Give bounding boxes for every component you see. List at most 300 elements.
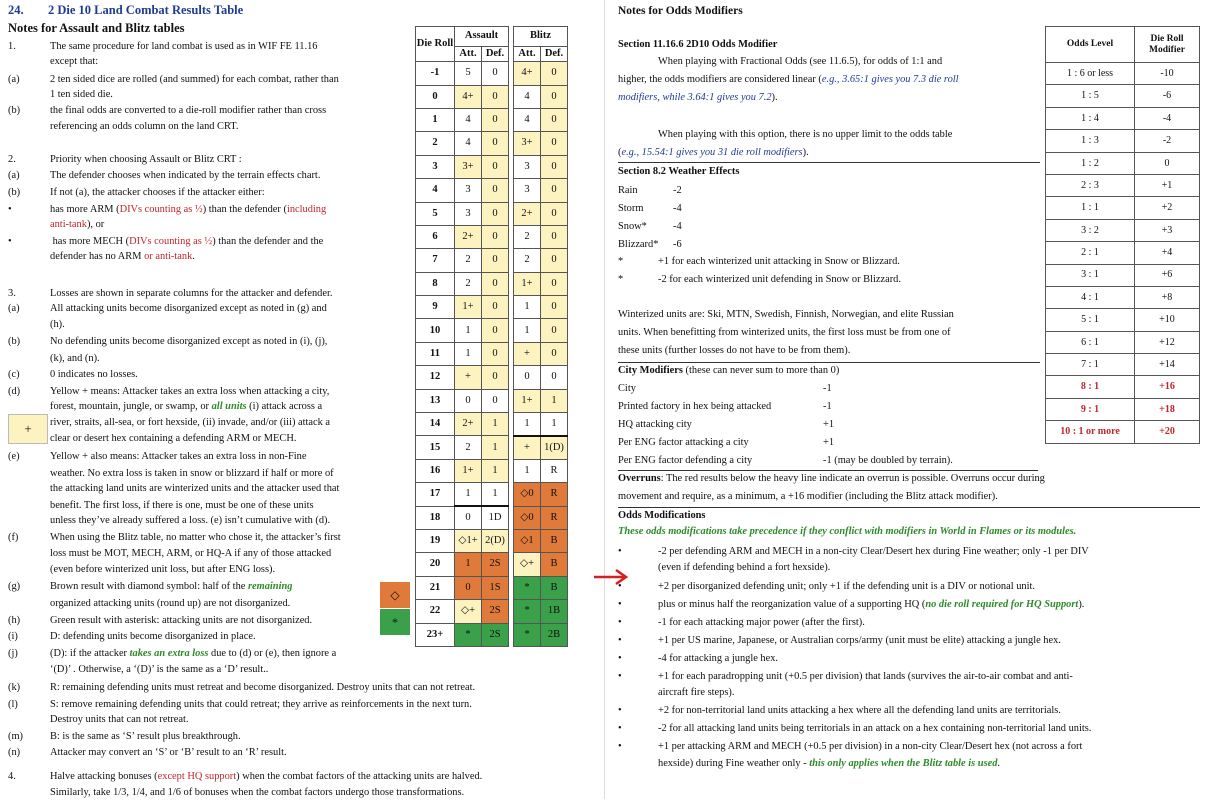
bullet-text: -2 for all attacking land units being territorials in an attack on a hex containing non-territorial land units. — [658, 723, 1092, 734]
note-label: (b) — [8, 336, 21, 347]
note-text: benefit. The first loss, if there is one, must be one of these units — [50, 500, 314, 511]
odds-mod-bullet — [618, 757, 1000, 771]
odds-row — [1046, 63, 1200, 85]
bullet-icon: • — [618, 581, 622, 592]
crt-blitz-def: R — [541, 506, 568, 529]
note-text: unless they’ve already suffered a loss. (e) isn’t cumulative with (d). — [50, 515, 331, 526]
crt-row — [416, 132, 568, 155]
crt-die-roll: 17 — [416, 483, 455, 506]
bullet-text: aircraft fire steps). — [658, 687, 735, 698]
note-text: Losses are shown in separate columns for the attacker and defender. — [50, 288, 333, 299]
crt-header-assault-def: Def. — [482, 47, 509, 62]
crt-assault-att: ◇1+ — [455, 529, 482, 552]
note-label: (j) — [8, 648, 18, 659]
odds-mod-bullet — [618, 704, 1061, 718]
odds-level: 6 : 1 — [1046, 331, 1135, 353]
legend-brown-diamond-icon: ◇ — [380, 582, 410, 608]
note-line — [8, 580, 408, 594]
odds-header-level: Odds Level — [1046, 27, 1135, 63]
crt-assault-att: 1 — [455, 553, 482, 576]
note-line — [8, 55, 408, 69]
crt-blitz-def: B — [541, 576, 568, 599]
crt-blitz-def: 0 — [541, 132, 568, 155]
note-red: DIVs counting as ½ — [129, 236, 213, 247]
crt-row — [416, 389, 568, 412]
odds-row — [1046, 286, 1200, 308]
odds-modifier: +20 — [1135, 421, 1200, 443]
crt-row — [416, 553, 568, 576]
note-text-cont: due to (d) or (e), then ignore a — [208, 648, 337, 659]
crt-die-roll: 20 — [416, 553, 455, 576]
note-line — [8, 499, 408, 513]
weather-name: Rain — [618, 185, 638, 196]
note-text: (k), and (n). — [50, 353, 100, 364]
odds-level: 1 : 4 — [1046, 107, 1135, 129]
crt-die-roll: 22 — [416, 600, 455, 623]
bullet-icon: • — [618, 705, 622, 716]
crt-blitz-att: 0 — [514, 366, 541, 389]
crt-assault-att: 2 — [455, 272, 482, 295]
crt-assault-att: 3 — [455, 179, 482, 202]
legend-yellow-plus: + — [8, 414, 48, 444]
note-line — [8, 746, 608, 760]
note-label: (f) — [8, 532, 19, 543]
crt-die-roll: 2 — [416, 132, 455, 155]
crt-assault-att: 0 — [455, 576, 482, 599]
city-name: Printed factory in hex being attacked — [618, 401, 772, 412]
crt-blitz-att: 2 — [514, 249, 541, 272]
odds-mod-bullet — [618, 598, 1084, 612]
crt-die-roll: 12 — [416, 366, 455, 389]
crt-assault-def: 2S — [482, 600, 509, 623]
note-line — [8, 287, 408, 301]
overruns-head: Overruns — [618, 473, 661, 484]
odds-row — [1046, 174, 1200, 196]
note-line — [8, 302, 408, 316]
note-green: all units — [211, 401, 247, 412]
note-red: or anti-tank — [144, 251, 193, 262]
crt-die-roll: 8 — [416, 272, 455, 295]
odds-mod-bullet — [618, 561, 830, 575]
p1-l3b: ). — [771, 92, 778, 103]
odds-modifier: -6 — [1135, 85, 1200, 107]
odds-mod-bullet — [618, 722, 1091, 736]
crt-header-blitz-att: Att. — [514, 47, 541, 62]
crt-blitz-att: 3+ — [514, 132, 541, 155]
note-text: has more MECH ( — [50, 236, 130, 247]
legend-green-asterisk-icon: * — [380, 609, 410, 635]
crt-assault-def: 0 — [482, 85, 509, 108]
bullet-icon: • — [618, 617, 622, 628]
note-text: R: remaining defending units must retreat and become disorganized. Destroy units that can not retreat. — [50, 682, 476, 693]
crt-header-blitz-def: Def. — [541, 47, 568, 62]
note-text-cont: ) than the defender ( — [202, 204, 287, 215]
note-red: including — [286, 204, 327, 215]
p1-l2a: higher, the odds modifiers are considered linear ( — [618, 74, 822, 85]
crt-assault-def: 0 — [482, 132, 509, 155]
crt-assault-def: 1 — [482, 436, 509, 459]
note-line — [8, 73, 408, 87]
crt-die-roll: 16 — [416, 459, 455, 482]
bullet-icon: • — [618, 599, 622, 610]
crt-blitz-att: 1+ — [514, 272, 541, 295]
odds-row — [1046, 242, 1200, 264]
odds-level: 3 : 2 — [1046, 219, 1135, 241]
crt-row — [416, 413, 568, 436]
note-line — [8, 698, 608, 712]
note-text: D: defending units become disorganized in place. — [50, 631, 256, 642]
odds-row — [1046, 130, 1200, 152]
note-text: 2 ten sided dice are rolled (and summed) for each combat, rather than — [50, 74, 339, 85]
wint-p2: units. When benefitting from winterized units, the first loss must be from one of — [618, 327, 951, 338]
crt-blitz-def: 0 — [541, 366, 568, 389]
city-head-bold: City Modifiers — [618, 365, 683, 376]
odds-modifier: 0 — [1135, 152, 1200, 174]
asterisk: * — [618, 274, 624, 285]
crt-die-roll: 7 — [416, 249, 455, 272]
crt-blitz-att: 4 — [514, 108, 541, 131]
note-text: has more ARM ( — [50, 204, 120, 215]
crt-die-roll: 13 — [416, 389, 455, 412]
bullet-text: -4 for attacking a jungle hex. — [658, 653, 779, 664]
crt-blitz-def: 1 — [541, 389, 568, 412]
note-line — [8, 40, 408, 54]
city-value: +1 — [823, 437, 835, 448]
crt-row — [416, 85, 568, 108]
odds-modifier: +1 — [1135, 174, 1200, 196]
crt-blitz-att: 2 — [514, 225, 541, 248]
note-line — [8, 467, 408, 481]
note-line — [8, 450, 408, 464]
note-label: 3. — [8, 288, 16, 299]
sec-11166-heading: Section 11.16.6 2D10 Odds Modifier — [618, 39, 778, 50]
city-item — [618, 400, 832, 414]
note-line — [8, 786, 608, 800]
note-label: (e) — [8, 451, 20, 462]
odds-level: 1 : 3 — [1046, 130, 1135, 152]
p2-l2a: ( — [618, 147, 622, 158]
odds-mod-bullet — [618, 634, 1061, 648]
note-text: forest, mountain, jungle, or swamp, or — [50, 401, 212, 412]
crt-assault-att: 1 — [455, 319, 482, 342]
combat-results-table — [415, 26, 568, 647]
crt-blitz-def: B — [541, 553, 568, 576]
p2-l2c: ). — [802, 147, 809, 158]
odds-modifier: +3 — [1135, 219, 1200, 241]
note-red: except HQ support — [157, 771, 237, 782]
bullet-green: this only applies when the Blitz table is used — [809, 758, 998, 769]
note-text: No defending units become disorganized except as noted in (i), (j), — [50, 336, 328, 347]
note-text: clear or desert hex containing a defending ARM or MECH. — [50, 433, 297, 444]
crt-row — [416, 366, 568, 389]
city-name: Per ENG factor attacking a city — [618, 437, 749, 448]
crt-assault-att: 0 — [455, 506, 482, 529]
city-name: City — [618, 383, 636, 394]
crt-blitz-att: * — [514, 600, 541, 623]
note-line — [8, 186, 408, 200]
crt-assault-att: 1 — [455, 342, 482, 365]
odds-level: 9 : 1 — [1046, 398, 1135, 420]
crt-assault-att: 3 — [455, 202, 482, 225]
p1-l2b: e.g., 3.65:1 gives you 7.3 die roll — [821, 74, 959, 85]
note-red: DIVs counting as ½ — [119, 204, 203, 215]
crt-row — [416, 576, 568, 599]
crt-assault-def: 1D — [482, 506, 509, 529]
weather-item — [618, 220, 682, 234]
note-red: anti-tank — [50, 219, 87, 230]
odds-mod-bullet — [618, 740, 1082, 754]
bullet-icon: • — [618, 653, 622, 664]
crt-blitz-att: 1 — [514, 459, 541, 482]
note-line — [8, 88, 408, 102]
crt-row — [416, 225, 568, 248]
note-text-cont: . — [192, 251, 195, 262]
bullet-text: -2 per defending ARM and MECH in a non-city Clear/Desert hex during Fine weather; only -1 per DIV — [658, 546, 1089, 557]
odds-notes-title: Notes for Odds Modifiers — [618, 5, 743, 17]
odds-modifier: +10 — [1135, 309, 1200, 331]
odds-modifier: -2 — [1135, 130, 1200, 152]
crt-die-roll: 23+ — [416, 623, 455, 646]
odds-mod-heading: Odds Modifications — [618, 510, 706, 521]
crt-assault-def: 0 — [482, 155, 509, 178]
crt-row — [416, 179, 568, 202]
note-text: (h). — [50, 319, 65, 330]
bullet-end: . — [997, 758, 1001, 769]
note-text: Halve attacking bonuses ( — [50, 771, 158, 782]
note-text: (D): if the attacker — [50, 648, 130, 659]
note-text: Destroy units that can not retreat. — [50, 714, 189, 725]
crt-assault-def: 0 — [482, 225, 509, 248]
odds-row — [1046, 197, 1200, 219]
note-text: river, straits, all-sea, or fort hexside, (ii) invade, and/or (iii) attack a — [50, 417, 331, 428]
crt-blitz-att: 1+ — [514, 389, 541, 412]
crt-blitz-att: ◇1 — [514, 529, 541, 552]
crt-header-die-roll: Die Roll — [416, 27, 455, 62]
bullet-icon: • — [618, 741, 622, 752]
note-line — [8, 563, 408, 577]
odds-mod-bullet — [618, 545, 1089, 559]
note-label: 1. — [8, 41, 16, 52]
note-text: Priority when choosing Assault or Blitz CRT : — [50, 154, 242, 165]
crt-blitz-def: 0 — [541, 108, 568, 131]
crt-assault-def: 0 — [482, 62, 509, 85]
odds-level: 2 : 1 — [1046, 242, 1135, 264]
crt-row — [416, 529, 568, 552]
odds-row — [1046, 152, 1200, 174]
note-label: 2. — [8, 154, 16, 165]
crt-row — [416, 600, 568, 623]
overruns-line2: movement and require, as a minimum, a +16 modifier (including the Blitz attack modifier). — [618, 491, 998, 502]
city-item — [618, 436, 834, 450]
note-label: (n) — [8, 747, 21, 758]
crt-die-roll: 1 — [416, 108, 455, 131]
crt-row — [416, 319, 568, 342]
note-text: B: is the same as ‘S’ result plus breakthrough. — [50, 731, 241, 742]
bullet-icon: • — [618, 723, 622, 734]
winter-defend-text: -2 for each winterized unit defending in Snow or Blizzard. — [658, 274, 901, 285]
note-line — [8, 335, 408, 349]
crt-assault-att: 2+ — [455, 225, 482, 248]
odds-row — [1046, 309, 1200, 331]
crt-assault-att: 4 — [455, 108, 482, 131]
city-value: -1 — [823, 383, 832, 394]
city-value: -1 (may be doubled by terrain). — [823, 455, 953, 466]
odds-mod-bullet — [618, 670, 1073, 684]
crt-blitz-att: * — [514, 623, 541, 646]
crt-die-roll: 9 — [416, 296, 455, 319]
odds-mod-bullet — [618, 652, 778, 666]
note-line — [8, 153, 408, 167]
section-title — [8, 2, 243, 19]
note-line — [8, 352, 408, 366]
city-value: -1 — [823, 401, 832, 412]
rule — [618, 507, 1200, 508]
crt-blitz-def: 0 — [541, 342, 568, 365]
odds-modifier: +8 — [1135, 286, 1200, 308]
crt-assault-def: 1S — [482, 576, 509, 599]
odds-row — [1046, 107, 1200, 129]
note-line — [8, 713, 608, 727]
crt-assault-att: 0 — [455, 389, 482, 412]
crt-die-roll: 0 — [416, 85, 455, 108]
crt-blitz-def: 0 — [541, 319, 568, 342]
note-line — [8, 432, 408, 446]
note-line — [8, 630, 408, 644]
crt-blitz-att: 3 — [514, 179, 541, 202]
crt-blitz-def: B — [541, 529, 568, 552]
bullet-icon: • — [618, 546, 622, 557]
note-text: defender has no ARM — [50, 251, 145, 262]
note-line — [8, 647, 408, 661]
crt-assault-def: 0 — [482, 249, 509, 272]
city-value: +1 — [823, 419, 835, 430]
crt-assault-def: 0 — [482, 296, 509, 319]
odds-row — [1046, 398, 1200, 420]
note-text: ‘(D)’ . Otherwise, a ‘(D)’ is the same as a ‘D’ result.. — [50, 664, 269, 675]
section-number: 24. — [8, 3, 24, 17]
crt-assault-def: 0 — [482, 202, 509, 225]
crt-row — [416, 436, 568, 459]
odds-mod-precedence: These odds modifications take precedence if they conflict with modifiers in World in Flames or its modules. — [618, 526, 1077, 537]
note-line — [8, 770, 608, 784]
note-text: Yellow + also means: Attacker takes an extra loss in non-Fine — [50, 451, 307, 462]
bullet-text: +1 for each paradropping unit (+0.5 per division) that lands (survives the air-to-air combat and anti- — [658, 671, 1073, 682]
p2-line1: When playing with this option, there is no upper limit to the odds table — [658, 129, 953, 140]
crt-blitz-att: ◇0 — [514, 506, 541, 529]
odds-header-modifier: Die Roll Modifier — [1135, 27, 1200, 63]
odds-row — [1046, 376, 1200, 398]
crt-assault-att: 1+ — [455, 296, 482, 319]
note-label: (k) — [8, 682, 21, 693]
note-line — [8, 730, 608, 744]
sec-82-heading: Section 8.2 Weather Effects — [618, 166, 740, 177]
weather-item — [618, 238, 682, 252]
note-label: (b) — [8, 105, 21, 116]
note-text: If not (a), the attacker chooses if the attacker either: — [50, 187, 265, 198]
note-text: Brown result with diamond symbol: half of the — [50, 581, 248, 592]
odds-modifier: +12 — [1135, 331, 1200, 353]
crt-die-roll: 6 — [416, 225, 455, 248]
note-text-cont: ), or — [86, 219, 105, 230]
crt-blitz-att: 4+ — [514, 62, 541, 85]
crt-assault-att: 2 — [455, 249, 482, 272]
overruns-line1 — [618, 472, 1045, 486]
crt-blitz-def: 1 — [541, 413, 568, 436]
weather-item — [618, 202, 682, 216]
note-line — [8, 203, 408, 217]
crt-blitz-att: 1 — [514, 319, 541, 342]
crt-row — [416, 623, 568, 646]
crt-die-roll: 19 — [416, 529, 455, 552]
odds-level: 1 : 1 — [1046, 197, 1135, 219]
bullet-text: (even if defending behind a fort hexside). — [658, 562, 831, 573]
crt-row — [416, 108, 568, 131]
crt-blitz-def: 1(D) — [541, 436, 568, 459]
crt-blitz-def: 0 — [541, 202, 568, 225]
crt-blitz-att: 4 — [514, 85, 541, 108]
note-text: except that: — [50, 56, 99, 67]
note-label: (m) — [8, 731, 24, 742]
crt-blitz-att: 2+ — [514, 202, 541, 225]
crt-assault-att: 1 — [455, 483, 482, 506]
note-label: • — [8, 236, 12, 247]
note-text: referencing an odds column on the land CRT. — [50, 121, 239, 132]
crt-row — [416, 202, 568, 225]
crt-row — [416, 342, 568, 365]
note-text: 1 ten sided die. — [50, 89, 113, 100]
note-line — [8, 385, 408, 399]
note-text-cont: ) than the defender and the — [212, 236, 324, 247]
note-text: the final odds are converted to a die-roll modifier rather than cross — [50, 105, 327, 116]
asterisk: * — [618, 256, 624, 267]
wint-p1: Winterized units are: Ski, MTN, Swedish, Finnish, Norwegian, and elite Russian — [618, 309, 954, 320]
bullet-text: plus or minus half the reorganization value of a supporting HQ ( — [658, 599, 926, 610]
crt-assault-att: + — [455, 366, 482, 389]
odds-modifier: +18 — [1135, 398, 1200, 420]
note-label: (c) — [8, 369, 20, 380]
crt-row — [416, 272, 568, 295]
note-label: (l) — [8, 699, 18, 710]
crt-blitz-att: ◇+ — [514, 553, 541, 576]
weather-value: -4 — [673, 203, 682, 214]
odds-modifier: +16 — [1135, 376, 1200, 398]
crt-assault-att: * — [455, 623, 482, 646]
note-green: takes an extra loss — [129, 648, 209, 659]
weather-name: Storm — [618, 203, 644, 214]
crt-row — [416, 506, 568, 529]
crt-assault-def: 0 — [482, 179, 509, 202]
odds-level: 1 : 2 — [1046, 152, 1135, 174]
crt-assault-def: 0 — [482, 108, 509, 131]
note-label: (d) — [8, 386, 21, 397]
bullet-text: +2 per disorganized defending unit; only +1 if the defending unit is a DIV or notional unit. — [658, 581, 1035, 592]
note-text: 0 indicates no losses. — [50, 369, 138, 380]
crt-assault-att: 5 — [455, 62, 482, 85]
crt-die-roll: 5 — [416, 202, 455, 225]
odds-level: 5 : 1 — [1046, 309, 1135, 331]
p1-l3a: modifiers, while 3.64:1 gives you 7.2 — [618, 92, 772, 103]
crt-assault-def: 1 — [482, 413, 509, 436]
crt-die-roll: -1 — [416, 62, 455, 85]
note-label: 4. — [8, 771, 16, 782]
odds-level: 10 : 1 or more — [1046, 421, 1135, 443]
note-text: All attacking units become disorganized except as noted in (g) and — [50, 303, 327, 314]
note-green: remaining — [247, 581, 293, 592]
crt-blitz-def: 0 — [541, 85, 568, 108]
odds-level: 3 : 1 — [1046, 264, 1135, 286]
overruns-l1: : The red results below the heavy line indicate an overrun is possible. Overruns occur during — [660, 473, 1045, 484]
crt-blitz-def: 0 — [541, 225, 568, 248]
